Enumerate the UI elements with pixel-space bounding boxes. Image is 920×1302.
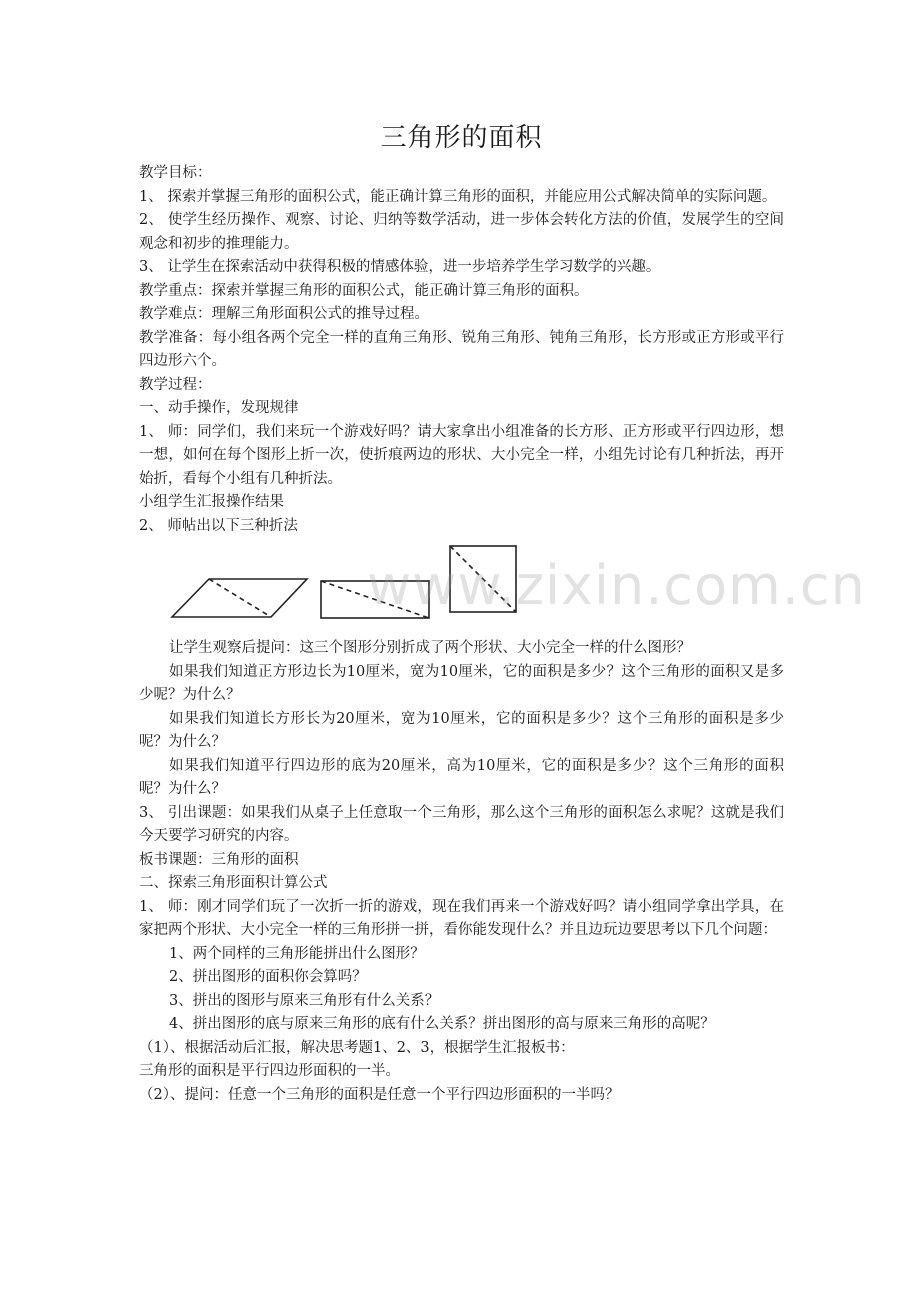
paragraph: 2、 使学生经历操作、观察、讨论、归纳等数学活动，进一步体会转化方法的价值，发展学生的空间观念和初步的推理能力。 — [139, 212, 784, 252]
paragraph: 2、 师帖出以下三种折法 — [139, 517, 298, 534]
paragraph: 板书课题：三角形的面积 — [139, 851, 299, 868]
document-page — [139, 118, 866, 1107]
paragraph: 1、 探索并掌握三角形的面积公式，能正确计算三角形的面积，并能应用公式解决简单的实际问题。 — [139, 188, 777, 205]
paragraph: 教学重点：探索并掌握三角形的面积公式，能正确计算三角形的面积。 — [139, 282, 589, 299]
paragraph: 3、 让学生在探索活动中获得积极的情感体验，进一步培养学生学习数学的兴趣。 — [139, 259, 661, 275]
parallelogram-shape — [172, 579, 307, 617]
folding-figure — [139, 541, 866, 635]
document-title: 三角形的面积 — [380, 123, 543, 153]
question-item: 2、拼出图形的面积你会算吗？ — [169, 969, 367, 985]
paragraph: 1、 师：刚才同学们玩了一次折一折的游戏，现在我们再来一个游戏好吗？请小组同学拿出学具，在家把两个形状、大小完全一样的三角形拼一拼，看你能发现什么？并且边玩边要思考以下几个问题： — [139, 898, 784, 938]
paragraph: 1、 师：同学们，我们来玩一个游戏好吗？请大家拿出小组准备的长方形、正方形或平行四边形，想一想，如何在每个图形上折一次，使折痕两边的形状、大小完全一样，小组先讨论有几种折法，再开始折，看每个小组有几种折法。 — [139, 423, 784, 487]
section-heading: 二、探索三角形面积计算公式 — [139, 875, 328, 891]
question-item: 1、两个同样的三角形能拼出什么图形？ — [169, 945, 425, 962]
paragraph: 如果我们知道平行四边形的底为20厘米，高为10厘米，它的面积是多少？这个三角形的面积呢？为什么？ — [139, 757, 784, 797]
paragraph: （1）、根据活动后汇报，解决思考题1、2、3，根据学生汇报板书： — [139, 1039, 575, 1056]
paragraph: 小组学生汇报操作结果 — [139, 494, 284, 510]
paragraph: 三角形的面积是平行四边形面积的一半。 — [139, 1063, 400, 1079]
paragraph: 教学准备：每小组各两个完全一样的直角三角形、锐角三角形、钝角三角形，长方形或正方形或平行四边形六个。 — [139, 329, 784, 369]
paragraph: 如果我们知道正方形边长为10厘米，宽为10厘米，它的面积是多少？这个三角形的面积又是多少呢？为什么？ — [139, 663, 784, 703]
question-item: 3、拼出的图形与原来三角形有什么关系？ — [169, 992, 440, 1009]
section-heading: 一、动手操作，发现规律 — [139, 400, 299, 416]
paragraph: （2）、提问：任意一个三角形的面积是任意一个平行四边形面积的一半吗？ — [139, 1086, 620, 1103]
watermark: www.zixin.com.cn — [367, 554, 866, 617]
paragraph: 让学生观察后提问：这三个图形分别折成了两个形状、大小完全一样的什么图形？ — [169, 640, 691, 656]
paragraph: 教学难点：理解三角形面积公式的推导过程。 — [139, 306, 429, 322]
paragraph: 如果我们知道长方形长为20厘米，宽为10厘米，它的面积是多少？这个三角形的面积是多少呢？为什么？ — [139, 710, 784, 750]
paragraph: 3、 引出课题：如果我们从桌子上任意取一个三角形，那么这个三角形的面积怎么求呢？这就是我们今天要学习研究的内容。 — [139, 804, 784, 844]
question-item: 4、拼出图形的底与原来三角形的底有什么关系？拼出图形的高与原来三角形的高呢？ — [169, 1016, 715, 1032]
paragraph: 教学目标： — [139, 165, 212, 181]
paragraph: 教学过程： — [139, 376, 212, 393]
